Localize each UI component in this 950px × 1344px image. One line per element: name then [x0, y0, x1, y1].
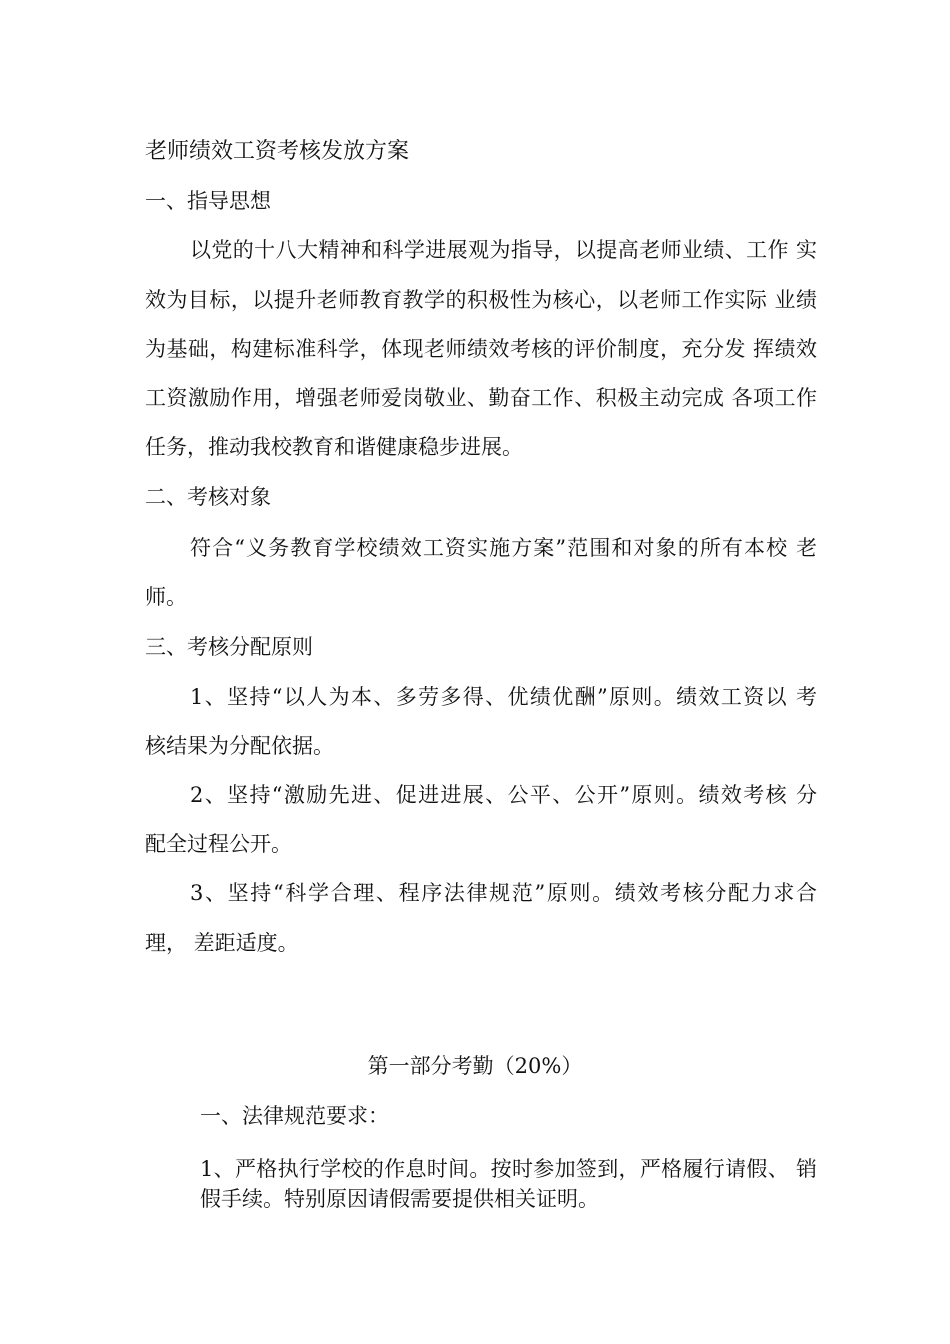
paragraph-line: 效为目标，以提升老师教育教学的积极性为核心，以老师工作实际 业绩 — [145, 288, 817, 312]
document-title: 老师绩效工资考核发放方案 — [145, 139, 410, 164]
list-item-line: 理， 差距适度。 — [145, 931, 299, 955]
paragraph-line: 任务，推动我校教育和谐健康稳步进展。 — [145, 435, 523, 459]
list-item-line: 1、坚持“以人为本、多劳多得、优绩优酬”原则。绩效工资以 考 — [190, 685, 817, 709]
list-item-line: 假手续。特别原因请假需要提供相关证明。 — [200, 1187, 599, 1211]
paragraph-line: 师。 — [145, 585, 187, 609]
section-heading-guiding: 一、指导思想 — [145, 189, 271, 213]
section-heading-principles: 三、考核分配原则 — [145, 635, 313, 659]
paragraph-line: 为基础，构建标准科学，体现老师绩效考核的评价制度，充分发 挥绩效 — [145, 337, 817, 361]
section-heading-target: 二、考核对象 — [145, 485, 271, 509]
paragraph-line: 以党的十八大精神和科学进展观为指导，以提高老师业绩、工作 实 — [190, 238, 817, 262]
list-item-line: 1、严格执行学校的作息时间。按时参加签到，严格履行请假、 销 — [200, 1157, 817, 1181]
subheading: 一、法律规范要求： — [200, 1104, 389, 1128]
paragraph-line: 符合“义务教育学校绩效工资实施方案”范围和对象的所有本校 老 — [190, 536, 817, 560]
list-item-line: 核结果为分配依据。 — [145, 734, 334, 758]
list-item-line: 3、坚持“科学合理、程序法律规范”原则。绩效考核分配力求合 — [190, 881, 817, 905]
paragraph-line: 工资激励作用，增强老师爱岗敬业、勤奋工作、积极主动完成 各项工作 — [145, 386, 817, 410]
list-item-line: 2、坚持“激励先进、促进进展、公平、公开”原则。绩效考核 分 — [190, 783, 817, 807]
part-heading: 第一部分考勤（20%） — [367, 1054, 583, 1078]
list-item-line: 配全过程公开。 — [145, 832, 292, 856]
